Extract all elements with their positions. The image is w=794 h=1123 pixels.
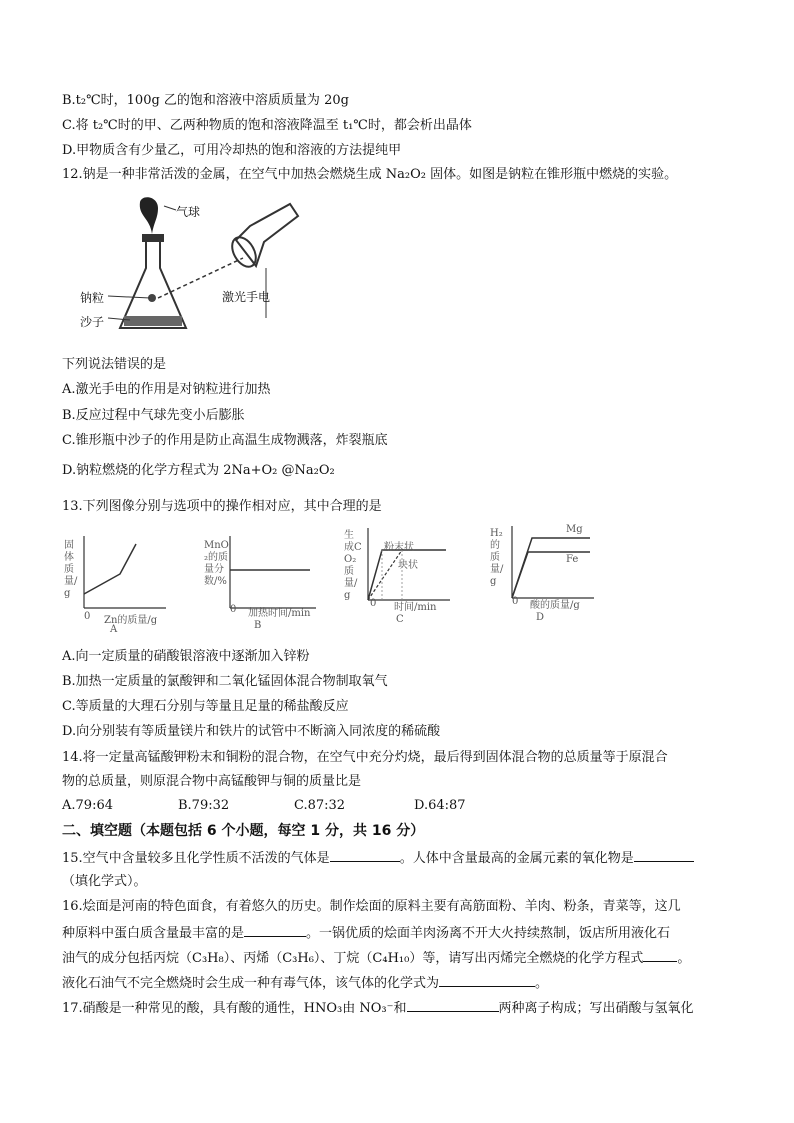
q17-line1 xyxy=(62,998,694,1018)
q11-option-b: B.t₂℃时，100g 乙的饱和溶液中溶质质量为 20g xyxy=(62,93,349,108)
q13-graph-c-label: C xyxy=(396,614,404,625)
q14-line2: 物的总质量，则原混合物中高锰酸钾与铜的质量比是 xyxy=(62,774,362,789)
q13-graph-c-xlabel: 时间/min xyxy=(394,602,437,613)
q15-line2: （填化学式）。 xyxy=(62,874,147,889)
q14-option-b: B.79:32 xyxy=(178,798,230,813)
q12-option-b: B.反应过程中气球先变小后膨胀 xyxy=(62,408,245,423)
q13-graph-d-ylabel: H₂的质量/g xyxy=(490,528,504,587)
q15-part1: 15.空气中含量较多且化学性质不活泼的气体是 xyxy=(62,851,330,866)
q16-line3 xyxy=(62,948,690,968)
q12-option-d: D.钠粒燃烧的化学方程式为 2Na+O₂ @Na₂O₂ xyxy=(62,463,335,478)
q12-label-sand: 沙子 xyxy=(80,315,105,329)
q13-graph-a-xlabel: Zn的质量/g xyxy=(104,615,158,626)
q15-blank-2[interactable] xyxy=(634,848,694,862)
q13-option-c: C.等质量的大理石分别与等量且足量的稀盐酸反应 xyxy=(62,699,349,714)
q13-graph-b-origin: 0 xyxy=(230,604,237,615)
q13-graph-a-origin: 0 xyxy=(84,611,91,622)
q13-graph-c-series2: 块状 xyxy=(398,560,418,571)
q13-stem: 13.下列图像分别与选项中的操作相对应，其中合理的是 xyxy=(62,499,382,514)
q11-option-c: C.将 t₂℃时的甲、乙两种物质的饱和溶液降温至 t₁℃时，都会析出晶体 xyxy=(62,118,472,133)
q13-graph-d-xlabel: 酸的质量/g xyxy=(530,600,580,611)
q13-option-a: A.向一定质量的硝酸银溶液中逐渐加入锌粉 xyxy=(62,649,310,664)
q13-graph-a-ylabel: 固体质量/g xyxy=(64,540,78,599)
q15-part2: 。人体中含量最高的金属元素的氧化物是 xyxy=(399,851,634,866)
section-heading-fill-blank: 二、填空题（本题包括 6 个小题，每空 1 分，共 16 分） xyxy=(62,823,425,839)
q15-line1 xyxy=(62,848,694,868)
q12-option-c: C.锥形瓶中沙子的作用是防止高温生成物溅落，炸裂瓶底 xyxy=(62,433,388,448)
q13-graph-b-xlabel: 加热时间/min xyxy=(248,608,311,619)
q13-graph-d-label: D xyxy=(536,612,545,623)
q13-graph-c-ylabel: 生成CO₂质量/g xyxy=(344,530,362,601)
q14-option-a: A.79:64 xyxy=(62,798,113,813)
q12-stem: 12.钠是一种非常活泼的金属，在空气中加热会燃烧生成 Na₂O₂ 固体。如图是钠粒在锥形瓶中燃烧的实验。 xyxy=(62,167,678,182)
q14-option-c: C.87:32 xyxy=(294,798,346,813)
q16-line4 xyxy=(62,973,548,993)
q13-graph-b-label: B xyxy=(254,620,262,631)
q13-graph-c-series1: 粉末状 xyxy=(384,542,414,553)
q16-blank-2[interactable] xyxy=(643,948,677,962)
q13-graph-a-label: A xyxy=(110,624,118,635)
q17-part1: 17.硝酸是一种常见的酸，具有酸的通性，HNO₃由 NO₃⁻和 xyxy=(62,1001,407,1016)
q12-option-a: A.激光手电的作用是对钠粒进行加热 xyxy=(62,382,271,397)
q13-graph-b-ylabel: MnO₂的质量分数/% xyxy=(204,540,229,587)
q12-label-torch: 激光手电 xyxy=(222,290,271,304)
q13-graph-d-series2: Fe xyxy=(566,554,579,565)
q13-graph-d-series1: Mg xyxy=(566,524,583,535)
q17-blank-1[interactable] xyxy=(407,998,499,1012)
q16-line3a: 油气的成分包括丙烷（C₃H₈）、丙烯（C₃H₆）、丁烷（C₄H₁₀）等，请写出丙烯完全燃烧的化学方程式 xyxy=(62,951,644,966)
q16-line1: 16.烩面是河南的特色面食，有着悠久的历史。制作烩面的原料主要有高筋面粉、羊肉、粉条，青菜等，这几 xyxy=(62,899,681,914)
q14-option-d: D.64:87 xyxy=(414,798,466,813)
q16-line2 xyxy=(62,923,670,943)
q12-prompt: 下列说法错误的是 xyxy=(62,357,167,372)
q14-line1: 14.将一定量高锰酸钾粉末和铜粉的混合物，在空气中充分灼烧，最后得到固体混合物的总质量等于原混合 xyxy=(62,750,668,765)
q11-option-d: D.甲物质含有少量乙，可用冷却热的饱和溶液的方法提纯甲 xyxy=(62,143,402,158)
q17-part2: 两种离子构成；写出硝酸与氢氧化 xyxy=(498,1001,694,1016)
q16-line2b: 。一锅优质的烩面羊肉汤离不开大火持续熬制，饭店所用液化石 xyxy=(306,926,671,941)
q16-blank-1[interactable] xyxy=(244,923,306,937)
q12-label-balloon: 气球 xyxy=(176,205,201,219)
q13-option-b: B.加热一定质量的氯酸钾和二氧化锰固体混合物制取氧气 xyxy=(62,674,388,689)
q12-label-sodium: 钠粒 xyxy=(80,291,105,305)
q16-line2a: 种原料中蛋白质含量最丰富的是 xyxy=(62,926,245,941)
q16-line4a: 液化石油气不完全燃烧时会生成一种有毒气体，该气体的化学式为 xyxy=(62,976,440,991)
q15-blank-1[interactable] xyxy=(330,848,400,862)
q16-line4b: 。 xyxy=(535,976,549,991)
q16-blank-3[interactable] xyxy=(439,973,535,987)
q13-graph-a xyxy=(62,530,172,622)
q13-graph-c-origin: 0 xyxy=(370,598,377,609)
q16-line3b: 。 xyxy=(677,951,691,966)
q13-option-d: D.向分别装有等质量镁片和铁片的试管中不断滴入同浓度的稀硫酸 xyxy=(62,724,441,739)
q13-graph-d-origin: 0 xyxy=(512,596,519,607)
